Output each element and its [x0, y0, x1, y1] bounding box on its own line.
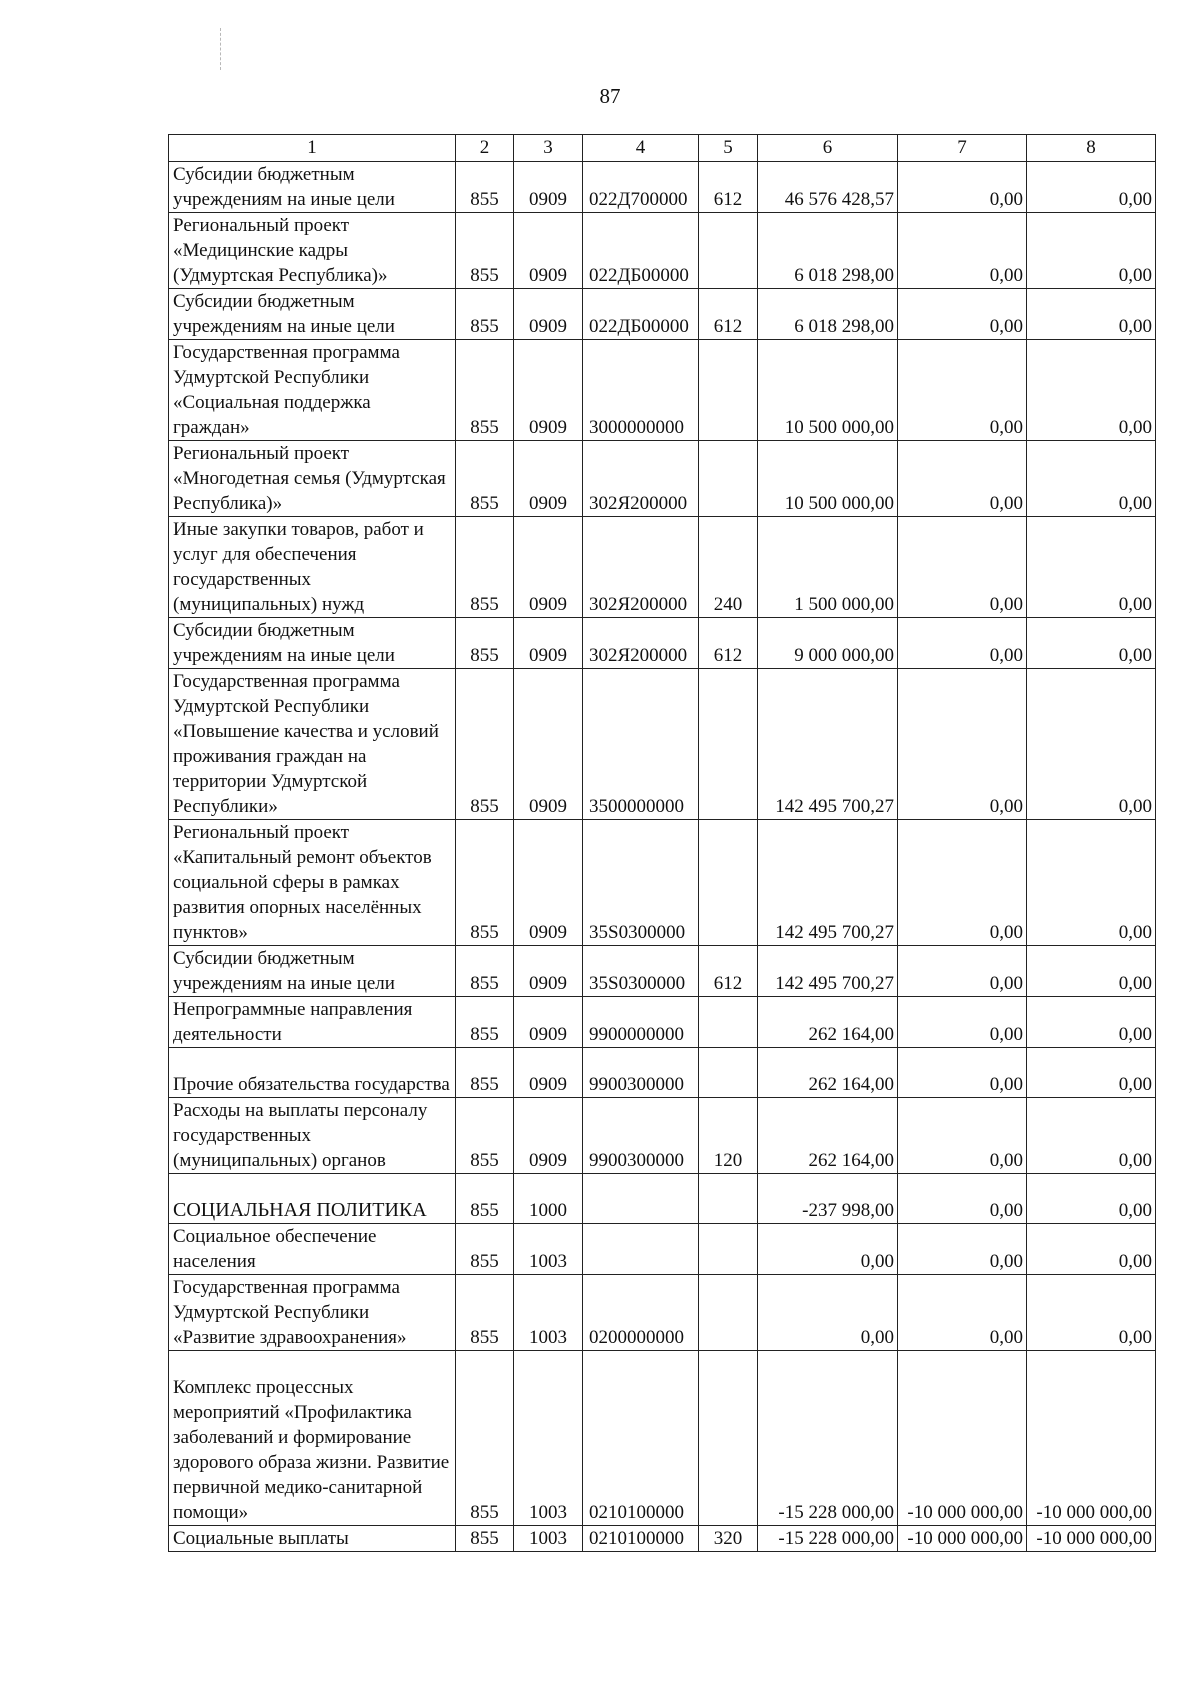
- row-description: Комплекс процессных мероприятий «Профилактика заболеваний и формирование здорового образа жизни. Развитие первичной медико-санитарной помощи»: [169, 1351, 456, 1526]
- row-code: 855: [456, 1174, 514, 1224]
- row-amount-col8: 0,00: [1027, 1098, 1156, 1174]
- row-section: 0909: [514, 289, 583, 340]
- row-amount-col8: 0,00: [1027, 997, 1156, 1048]
- row-expense-type: [699, 1174, 758, 1224]
- row-expense-type: [699, 1224, 758, 1275]
- row-amount-col7: 0,00: [898, 162, 1027, 213]
- row-description: Иные закупки товаров, работ и услуг для обеспечения государственных (муниципальных) нужд: [169, 517, 456, 618]
- row-amount-col6: 142 495 700,27: [758, 820, 898, 946]
- row-section: 1000: [514, 1174, 583, 1224]
- row-code: 855: [456, 946, 514, 997]
- table-row: [169, 618, 1156, 669]
- table-row: [169, 946, 1156, 997]
- row-section: 0909: [514, 213, 583, 289]
- row-amount-col7: 0,00: [898, 1174, 1027, 1224]
- row-amount-col6: 1 500 000,00: [758, 517, 898, 618]
- header-cell: 5: [699, 135, 758, 162]
- row-amount-col7: 0,00: [898, 517, 1027, 618]
- row-amount-col7: 0,00: [898, 441, 1027, 517]
- row-description: Региональный проект «Капитальный ремонт объектов социальной сферы в рамках развития опорных населённых пунктов»: [169, 820, 456, 946]
- row-section: 0909: [514, 820, 583, 946]
- row-code: 855: [456, 997, 514, 1048]
- row-expense-type: 612: [699, 162, 758, 213]
- row-amount-col6: 46 576 428,57: [758, 162, 898, 213]
- row-expense-type: [699, 997, 758, 1048]
- table-row: [169, 162, 1156, 213]
- row-target-article: 022Д700000: [583, 162, 699, 213]
- row-code: 855: [456, 1351, 514, 1526]
- header-row: [169, 135, 1156, 162]
- row-amount-col6: 262 164,00: [758, 1098, 898, 1174]
- row-code: 855: [456, 1224, 514, 1275]
- row-section: 0909: [514, 162, 583, 213]
- row-expense-type: [699, 1048, 758, 1098]
- row-amount-col7: 0,00: [898, 340, 1027, 441]
- row-amount-col8: 0,00: [1027, 289, 1156, 340]
- row-amount-col6: 142 495 700,27: [758, 946, 898, 997]
- row-amount-col7: 0,00: [898, 1275, 1027, 1351]
- table-row: [169, 1351, 1156, 1526]
- row-code: 855: [456, 1526, 514, 1552]
- table-row: [169, 669, 1156, 820]
- row-description: Прочие обязательства государства: [169, 1048, 456, 1098]
- table-row: [169, 1526, 1156, 1552]
- table-row: [169, 997, 1156, 1048]
- row-section: 0909: [514, 1098, 583, 1174]
- row-target-article: [583, 1174, 699, 1224]
- table-row: [169, 1098, 1156, 1174]
- row-amount-col7: 0,00: [898, 213, 1027, 289]
- row-section: 0909: [514, 441, 583, 517]
- row-description: Региональный проект «Медицинские кадры (Удмуртская Республика)»: [169, 213, 456, 289]
- row-code: 855: [456, 1098, 514, 1174]
- row-section: 1003: [514, 1526, 583, 1552]
- row-description: Субсидии бюджетным учреждениям на иные цели: [169, 946, 456, 997]
- row-code: 855: [456, 289, 514, 340]
- row-amount-col7: 0,00: [898, 669, 1027, 820]
- row-target-article: [583, 1224, 699, 1275]
- table-row: [169, 1275, 1156, 1351]
- header-cell: 2: [456, 135, 514, 162]
- row-amount-col6: 10 500 000,00: [758, 441, 898, 517]
- row-description: СОЦИАЛЬНАЯ ПОЛИТИКА: [169, 1174, 456, 1224]
- row-code: 855: [456, 441, 514, 517]
- header-cell: 4: [583, 135, 699, 162]
- row-expense-type: [699, 441, 758, 517]
- table-row: [169, 213, 1156, 289]
- row-section: 0909: [514, 669, 583, 820]
- row-target-article: 35S0300000: [583, 946, 699, 997]
- row-target-article: 3500000000: [583, 669, 699, 820]
- row-expense-type: 612: [699, 289, 758, 340]
- header-cell: 7: [898, 135, 1027, 162]
- row-amount-col7: 0,00: [898, 1098, 1027, 1174]
- row-expense-type: 612: [699, 618, 758, 669]
- row-amount-col6: 10 500 000,00: [758, 340, 898, 441]
- row-amount-col8: 0,00: [1027, 213, 1156, 289]
- row-amount-col6: 9 000 000,00: [758, 618, 898, 669]
- row-code: 855: [456, 820, 514, 946]
- row-target-article: 9900300000: [583, 1098, 699, 1174]
- budget-table: [168, 134, 1156, 1552]
- row-amount-col6: -15 228 000,00: [758, 1526, 898, 1552]
- table-row: [169, 1048, 1156, 1098]
- row-amount-col6: 142 495 700,27: [758, 669, 898, 820]
- row-amount-col8: 0,00: [1027, 517, 1156, 618]
- row-amount-col8: 0,00: [1027, 340, 1156, 441]
- row-section: 0909: [514, 517, 583, 618]
- row-expense-type: [699, 213, 758, 289]
- row-section: 1003: [514, 1351, 583, 1526]
- row-code: 855: [456, 213, 514, 289]
- row-amount-col8: -10 000 000,00: [1027, 1526, 1156, 1552]
- row-description: Региональный проект «Многодетная семья (Удмуртская Республика)»: [169, 441, 456, 517]
- header-cell: 1: [169, 135, 456, 162]
- row-amount-col6: -15 228 000,00: [758, 1351, 898, 1526]
- page-number: 87: [599, 84, 621, 108]
- row-amount-col8: 0,00: [1027, 946, 1156, 997]
- row-expense-type: [699, 1351, 758, 1526]
- row-amount-col7: 0,00: [898, 997, 1027, 1048]
- table-row: [169, 1174, 1156, 1224]
- row-code: 855: [456, 618, 514, 669]
- row-description: Социальное обеспечение населения: [169, 1224, 456, 1275]
- row-section: 0909: [514, 340, 583, 441]
- row-description: Государственная программа Удмуртской Республики «Развитие здравоохранения»: [169, 1275, 456, 1351]
- row-description: Государственная программа Удмуртской Республики «Социальная поддержка граждан»: [169, 340, 456, 441]
- row-amount-col8: 0,00: [1027, 669, 1156, 820]
- row-amount-col8: -10 000 000,00: [1027, 1351, 1156, 1526]
- table-row: [169, 517, 1156, 618]
- row-target-article: 9900000000: [583, 997, 699, 1048]
- row-amount-col8: 0,00: [1027, 1174, 1156, 1224]
- row-expense-type: 612: [699, 946, 758, 997]
- row-section: 0909: [514, 1048, 583, 1098]
- row-section: 1003: [514, 1275, 583, 1351]
- row-amount-col6: 262 164,00: [758, 1048, 898, 1098]
- table-row: [169, 820, 1156, 946]
- row-amount-col6: 6 018 298,00: [758, 289, 898, 340]
- row-target-article: 302Я200000: [583, 618, 699, 669]
- row-amount-col8: 0,00: [1027, 162, 1156, 213]
- row-expense-type: 120: [699, 1098, 758, 1174]
- row-description: Социальные выплаты: [169, 1526, 456, 1552]
- row-expense-type: [699, 340, 758, 441]
- row-description: Субсидии бюджетным учреждениям на иные цели: [169, 162, 456, 213]
- row-description: Расходы на выплаты персоналу государственных (муниципальных) органов: [169, 1098, 456, 1174]
- row-section: 0909: [514, 946, 583, 997]
- row-amount-col8: 0,00: [1027, 820, 1156, 946]
- row-section: 1003: [514, 1224, 583, 1275]
- row-amount-col8: 0,00: [1027, 1224, 1156, 1275]
- row-target-article: 35S0300000: [583, 820, 699, 946]
- row-target-article: 3000000000: [583, 340, 699, 441]
- header-cell: 6: [758, 135, 898, 162]
- row-amount-col8: 0,00: [1027, 1275, 1156, 1351]
- row-target-article: 0210100000: [583, 1351, 699, 1526]
- row-description: Субсидии бюджетным учреждениям на иные цели: [169, 289, 456, 340]
- row-amount-col7: 0,00: [898, 946, 1027, 997]
- row-description: Непрограммные направления деятельности: [169, 997, 456, 1048]
- row-target-article: 022ДБ00000: [583, 213, 699, 289]
- row-amount-col8: 0,00: [1027, 1048, 1156, 1098]
- table-row: [169, 1224, 1156, 1275]
- row-target-article: 302Я200000: [583, 441, 699, 517]
- row-amount-col6: 0,00: [758, 1275, 898, 1351]
- row-amount-col7: 0,00: [898, 289, 1027, 340]
- row-code: 855: [456, 162, 514, 213]
- row-target-article: 0210100000: [583, 1526, 699, 1552]
- header-cell: 3: [514, 135, 583, 162]
- row-amount-col7: 0,00: [898, 618, 1027, 669]
- row-amount-col7: 0,00: [898, 1224, 1027, 1275]
- row-code: 855: [456, 517, 514, 618]
- row-amount-col8: 0,00: [1027, 618, 1156, 669]
- row-expense-type: [699, 669, 758, 820]
- row-section: 0909: [514, 997, 583, 1048]
- row-code: 855: [456, 669, 514, 820]
- row-expense-type: 240: [699, 517, 758, 618]
- scan-artifact: [220, 28, 223, 70]
- row-amount-col7: -10 000 000,00: [898, 1526, 1027, 1552]
- row-amount-col7: 0,00: [898, 820, 1027, 946]
- row-amount-col6: 0,00: [758, 1224, 898, 1275]
- table-row: [169, 441, 1156, 517]
- row-code: 855: [456, 1275, 514, 1351]
- row-description: Государственная программа Удмуртской Республики «Повышение качества и условий проживания граждан на территории Удмуртской Республики»: [169, 669, 456, 820]
- table-row: [169, 289, 1156, 340]
- row-target-article: 9900300000: [583, 1048, 699, 1098]
- row-code: 855: [456, 1048, 514, 1098]
- row-target-article: 302Я200000: [583, 517, 699, 618]
- row-expense-type: 320: [699, 1526, 758, 1552]
- row-amount-col8: 0,00: [1027, 441, 1156, 517]
- row-amount-col7: -10 000 000,00: [898, 1351, 1027, 1526]
- row-target-article: 0200000000: [583, 1275, 699, 1351]
- row-target-article: 022ДБ00000: [583, 289, 699, 340]
- header-cell: 8: [1027, 135, 1156, 162]
- row-description: Субсидии бюджетным учреждениям на иные цели: [169, 618, 456, 669]
- table-row: [169, 340, 1156, 441]
- row-amount-col6: 262 164,00: [758, 997, 898, 1048]
- row-amount-col6: -237 998,00: [758, 1174, 898, 1224]
- row-amount-col7: 0,00: [898, 1048, 1027, 1098]
- row-amount-col6: 6 018 298,00: [758, 213, 898, 289]
- row-expense-type: [699, 1275, 758, 1351]
- row-expense-type: [699, 820, 758, 946]
- row-section: 0909: [514, 618, 583, 669]
- row-code: 855: [456, 340, 514, 441]
